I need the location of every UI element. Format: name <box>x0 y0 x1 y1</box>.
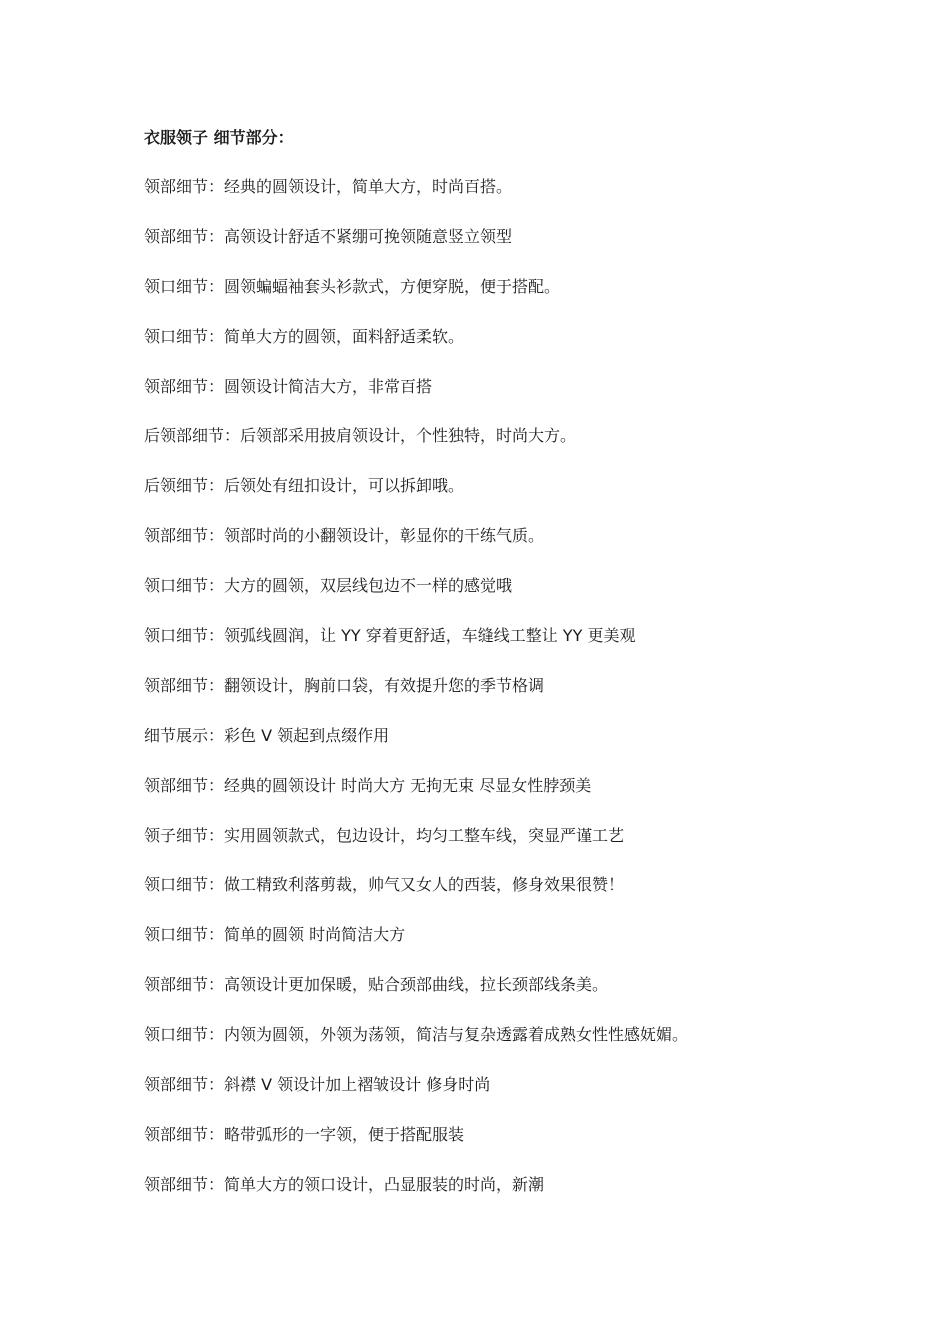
detail-line: 领部细节：略带弧形的一字领，便于搭配服装 <box>144 1124 465 1144</box>
detail-line: 领口细节：内领为圆领，外领为荡领，简洁与复杂透露着成熟女性性感妩媚。 <box>144 1025 689 1045</box>
detail-line: 领部细节：领部时尚的小翻领设计，彰显你的干练气质。 <box>144 526 545 546</box>
detail-line: 领口细节：大方的圆领，双层线包边不一样的感觉哦 <box>144 576 513 596</box>
detail-line: 领部细节：简单大方的领口设计，凸显服装的时尚，新潮 <box>144 1174 545 1194</box>
detail-line: 细节展示：彩色 V 领起到点缀作用 <box>144 725 390 745</box>
detail-line: 后领部细节：后领部采用披肩领设计，个性独特，时尚大方。 <box>144 426 577 446</box>
detail-line: 领部细节：经典的圆领设计 时尚大方 无拘无束 尽显女性脖颈美 <box>144 775 592 795</box>
document-title: 衣服领子 细节部分： <box>144 128 294 147</box>
detail-line: 领部细节：经典的圆领设计，简单大方，时尚百搭。 <box>144 177 513 196</box>
detail-list <box>144 176 688 1224</box>
detail-line: 领部细节：圆领设计简洁大方，非常百搭 <box>144 376 433 396</box>
detail-line: 领部细节：斜襟 V 领设计加上褶皱设计 修身时尚 <box>144 1075 491 1095</box>
detail-line: 领口细节：领弧线圆润，让 YY 穿着更舒适，车缝线工整让 YY 更美观 <box>144 626 636 646</box>
detail-line: 领部细节：高领设计舒适不紧绷可挽领随意竖立领型 <box>144 226 513 246</box>
detail-line: 后领细节：后领处有纽扣设计，可以拆卸哦。 <box>144 476 465 496</box>
detail-line: 领口细节：做工精致利落剪裁，帅气又女人的西装，修身效果很赞！ <box>144 875 625 895</box>
detail-line: 领子细节：实用圆领款式，包边设计，均匀工整车线，突显严谨工艺 <box>144 825 625 845</box>
detail-line: 领口细节：简单大方的圆领，面料舒适柔软。 <box>144 326 465 346</box>
detail-line: 领部细节：翻领设计，胸前口袋，有效提升您的季节格调 <box>144 675 545 695</box>
detail-line: 领部细节：高领设计更加保暖，贴合颈部曲线，拉长颈部线条美。 <box>144 975 609 995</box>
detail-line: 领口细节：圆领蝙蝠袖套头衫款式，方便穿脱，便于搭配。 <box>144 276 561 296</box>
detail-line: 领口细节：简单的圆领 时尚简洁大方 <box>144 925 406 945</box>
